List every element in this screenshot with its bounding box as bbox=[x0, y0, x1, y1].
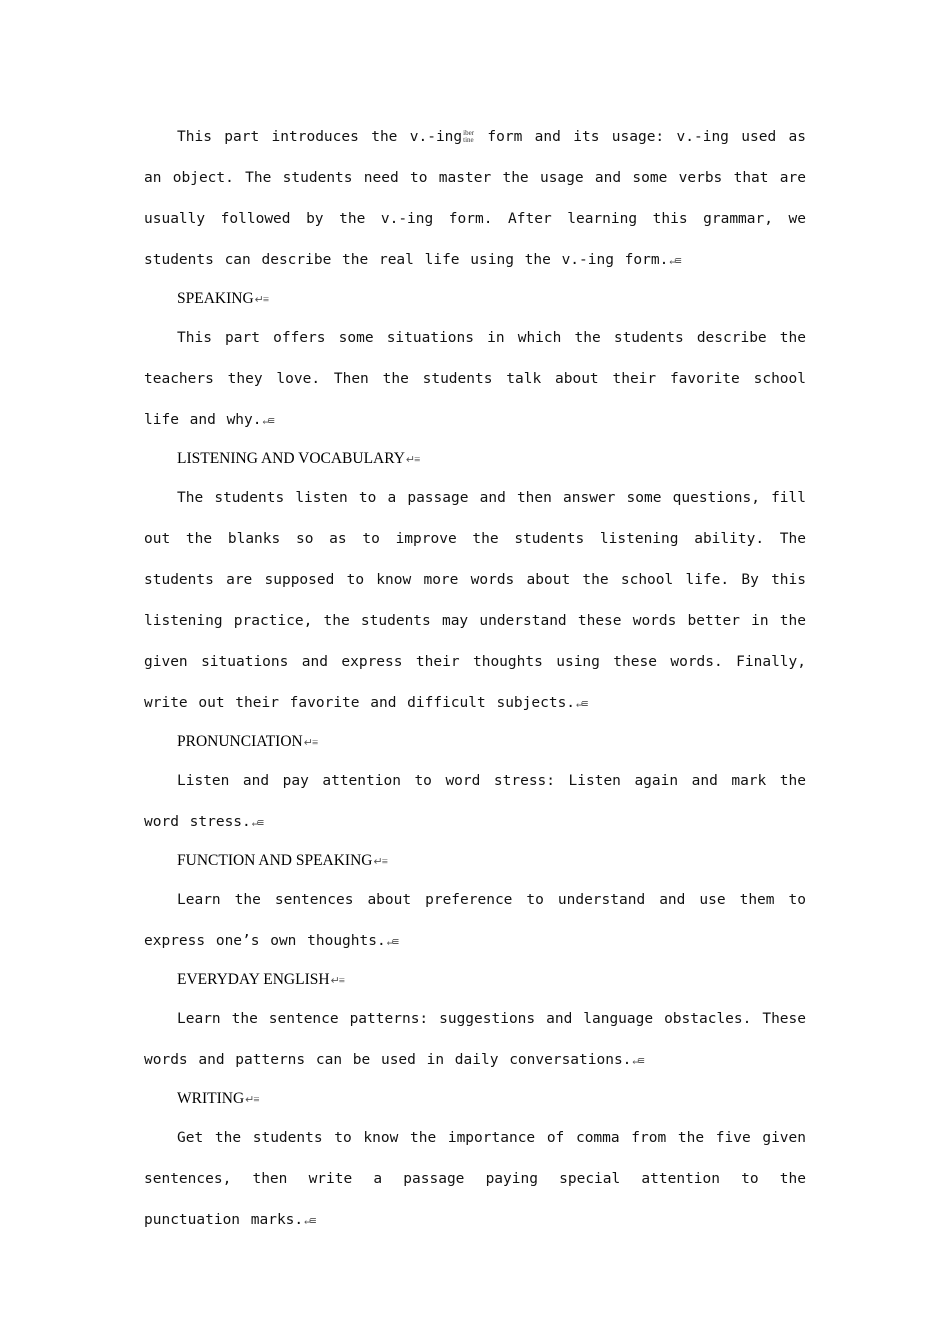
document-body bbox=[144, 117, 806, 1241]
intro-text-end: form and its usage: v.-ing used as an object. The students need to master the usage and some verbs that are usually followed by the v.-ing form. After learning this grammar, we students can describe the real life using the v.-ing form. bbox=[144, 129, 807, 268]
paragraph-mark-icon: ↵≡ bbox=[304, 1214, 316, 1227]
intro-paragraph bbox=[144, 117, 806, 281]
paragraph-mark-icon: ↵≡ bbox=[669, 254, 681, 267]
section-body-listening-vocabulary: The students listen to a passage and then answer some questions, fill out the blanks so as to improve the students listening ability. The students are supposed to know more words about the school life. By this listening practice, the students may understand these words better in the given situations and express their thoughts using these words. Finally, write out their favorite and difficult subjects.↵≡ bbox=[144, 478, 806, 724]
section-body-function-speaking: Learn the sentences about preference to understand and use them to express one’s own thoughts.↵≡ bbox=[144, 880, 806, 962]
paragraph-mark-icon: ↵≡ bbox=[251, 816, 264, 829]
section-heading-writing: WRITING↵≡ bbox=[144, 1081, 806, 1118]
paragraph-mark-icon: ↵≡ bbox=[303, 737, 318, 749]
paragraph-mark-icon: ↵≡ bbox=[576, 697, 588, 710]
paragraph-mark-icon: ↵≡ bbox=[262, 414, 274, 427]
paragraph-mark-icon: ↵≡ bbox=[330, 975, 344, 987]
paragraph-mark-icon: ↵≡ bbox=[386, 935, 398, 948]
section-body-everyday-english: Learn the sentence patterns: suggestions and language obstacles. These words and patterns can be used in daily conversations.↵≡ bbox=[144, 999, 806, 1081]
section-body-writing: Get the students to know the importance of comma from the five given sentences, then write a passage paying special attention to the punctuation marks.↵≡ bbox=[144, 1118, 806, 1241]
intro-text-start: This part introduces the v.-ing bbox=[177, 129, 463, 145]
section-heading-pronunciation: PRONUNCIATION↵≡ bbox=[144, 724, 806, 761]
paragraph-mark-icon: ↵≡ bbox=[405, 454, 420, 466]
paragraph-mark-icon: ↵≡ bbox=[373, 856, 387, 868]
section-heading-listening-vocabulary: LISTENING AND VOCABULARY↵≡ bbox=[144, 441, 806, 478]
section-heading-function-speaking: FUNCTION AND SPEAKING↵≡ bbox=[144, 843, 806, 880]
section-body-speaking: This part offers some situations in which the students describe the teachers they love. Then the students talk about their favorite school life and why.↵≡ bbox=[144, 318, 806, 441]
inline-superscript-mark: iber tine bbox=[463, 129, 475, 144]
section-heading-speaking: SPEAKING↵≡ bbox=[144, 281, 806, 318]
section-body-pronunciation: Listen and pay attention to word stress: Listen again and mark the word stress.↵≡ bbox=[144, 761, 806, 843]
section-heading-everyday-english: EVERYDAY ENGLISH↵≡ bbox=[144, 962, 806, 999]
paragraph-mark-icon: ↵≡ bbox=[632, 1054, 644, 1067]
paragraph-mark-icon: ↵≡ bbox=[245, 1094, 259, 1106]
paragraph-mark-icon: ↵≡ bbox=[254, 294, 269, 306]
